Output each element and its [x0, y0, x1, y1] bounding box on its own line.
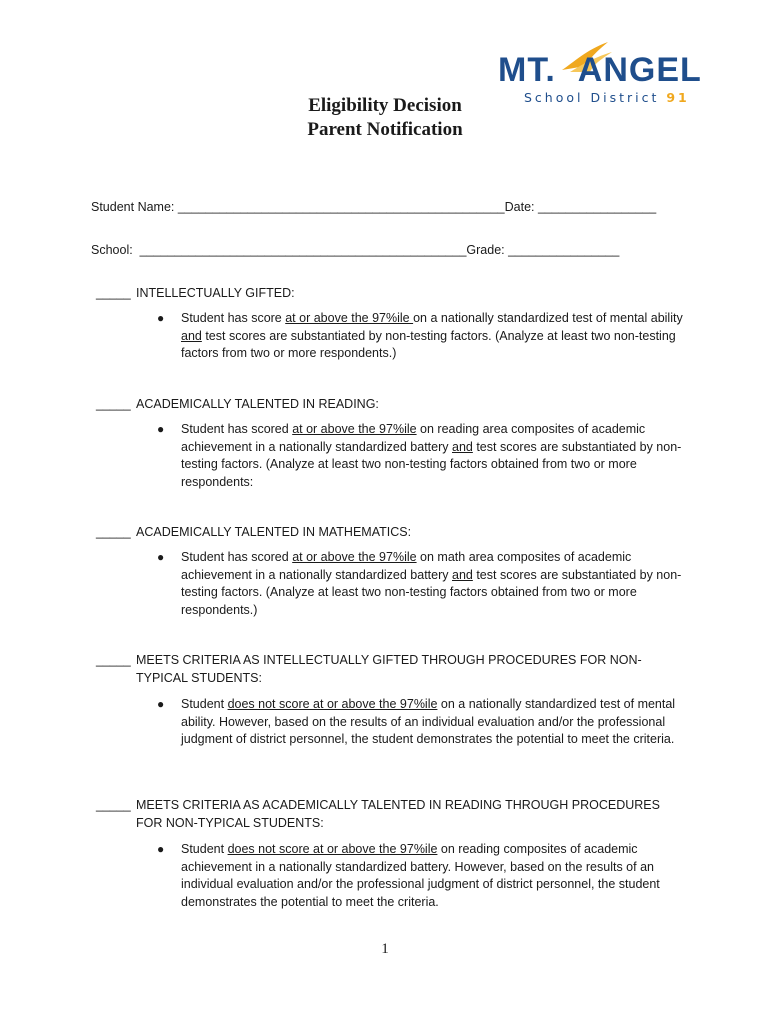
date-field[interactable]: _________________: [538, 200, 657, 214]
criteria-checkbox-line[interactable]: _____: [96, 798, 131, 812]
document-subtitle: Parent Notification: [307, 119, 463, 140]
criteria-heading: MEETS CRITERIA AS INTELLECTUALLY GIFTED THROUGH PROCEDURES FOR NON-TYPICAL STUDENTS:: [136, 653, 642, 685]
criteria-checkbox-line[interactable]: _____: [96, 286, 131, 300]
criteria-checkbox-line[interactable]: _____: [96, 525, 131, 539]
bullet-icon: ●: [157, 550, 165, 564]
grade-field[interactable]: ________________: [508, 243, 620, 257]
criteria-description: Student has scored at or above the 97%ile on reading area composites of academic achievement in a nationally standardized battery and test scores are substantiated by non-testing factors. (Analyze at least two non-testing factors obtained from two or more respondents:: [181, 422, 682, 489]
school-field[interactable]: _______________________________________________: [139, 243, 467, 257]
criteria-heading: ACADEMICALLY TALENTED IN READING:: [136, 397, 379, 411]
bullet-icon: ●: [157, 697, 165, 711]
student-name-row: [91, 200, 656, 214]
grade-label: Grade:: [466, 243, 505, 257]
school-label: School:: [91, 243, 133, 257]
logo-district-number: 91: [666, 90, 690, 105]
criteria-description: Student does not score at or above the 97%ile on reading composites of academic achievement in a nationally standardized battery. However, based on the results of an individual evaluation and/or the professional judgment of district personnel, the student demonstrates the potential to meet the criteria.: [181, 842, 660, 909]
school-row: [91, 243, 619, 257]
criteria-description: Student does not score at or above the 97%ile on a nationally standardized test of mental ability. However, based on the results of an individual evaluation and/or the professional judgment of district personnel, the student demonstrates the potential to meet the criteria.: [181, 697, 676, 746]
criteria-heading: MEETS CRITERIA AS ACADEMICALLY TALENTED IN READING THROUGH PROCEDURES FOR NON-TYPICAL STUDENTS:: [136, 798, 660, 830]
student-name-field[interactable]: _______________________________________________: [177, 200, 505, 214]
bullet-icon: ●: [157, 422, 165, 436]
bullet-icon: ●: [157, 842, 165, 856]
criteria-description: Student has scored at or above the 97%ile on math area composites of academic achievement in a nationally standardized battery and test scores are substantiated by non-testing factors. (Analyze at least two non-testing factors obtained from two or more respondents.): [181, 550, 682, 617]
document-title: Eligibility Decision: [308, 95, 462, 116]
logo-wordmark: [498, 52, 702, 88]
criteria-checkbox-line[interactable]: _____: [96, 397, 131, 411]
date-label: Date:: [504, 200, 535, 214]
logo-word-right: ANGEL: [577, 51, 702, 89]
logo-subtitle-text: School District: [524, 90, 660, 105]
criteria-heading: INTELLECTUALLY GIFTED:: [136, 286, 295, 300]
student-name-label: Student Name:: [91, 200, 175, 214]
page-number: 1: [381, 941, 389, 957]
bullet-icon: ●: [157, 311, 165, 325]
criteria-heading: ACADEMICALLY TALENTED IN MATHEMATICS:: [136, 525, 412, 539]
criteria-description: Student has score at or above the 97%ile on a nationally standardized test of mental ability and test scores are substantiated by non-testing factors. (Analyze at least two non-testing factors from two or more respondents.): [181, 311, 683, 360]
logo-word-left: MT.: [498, 51, 556, 89]
criteria-checkbox-line[interactable]: _____: [96, 653, 131, 667]
